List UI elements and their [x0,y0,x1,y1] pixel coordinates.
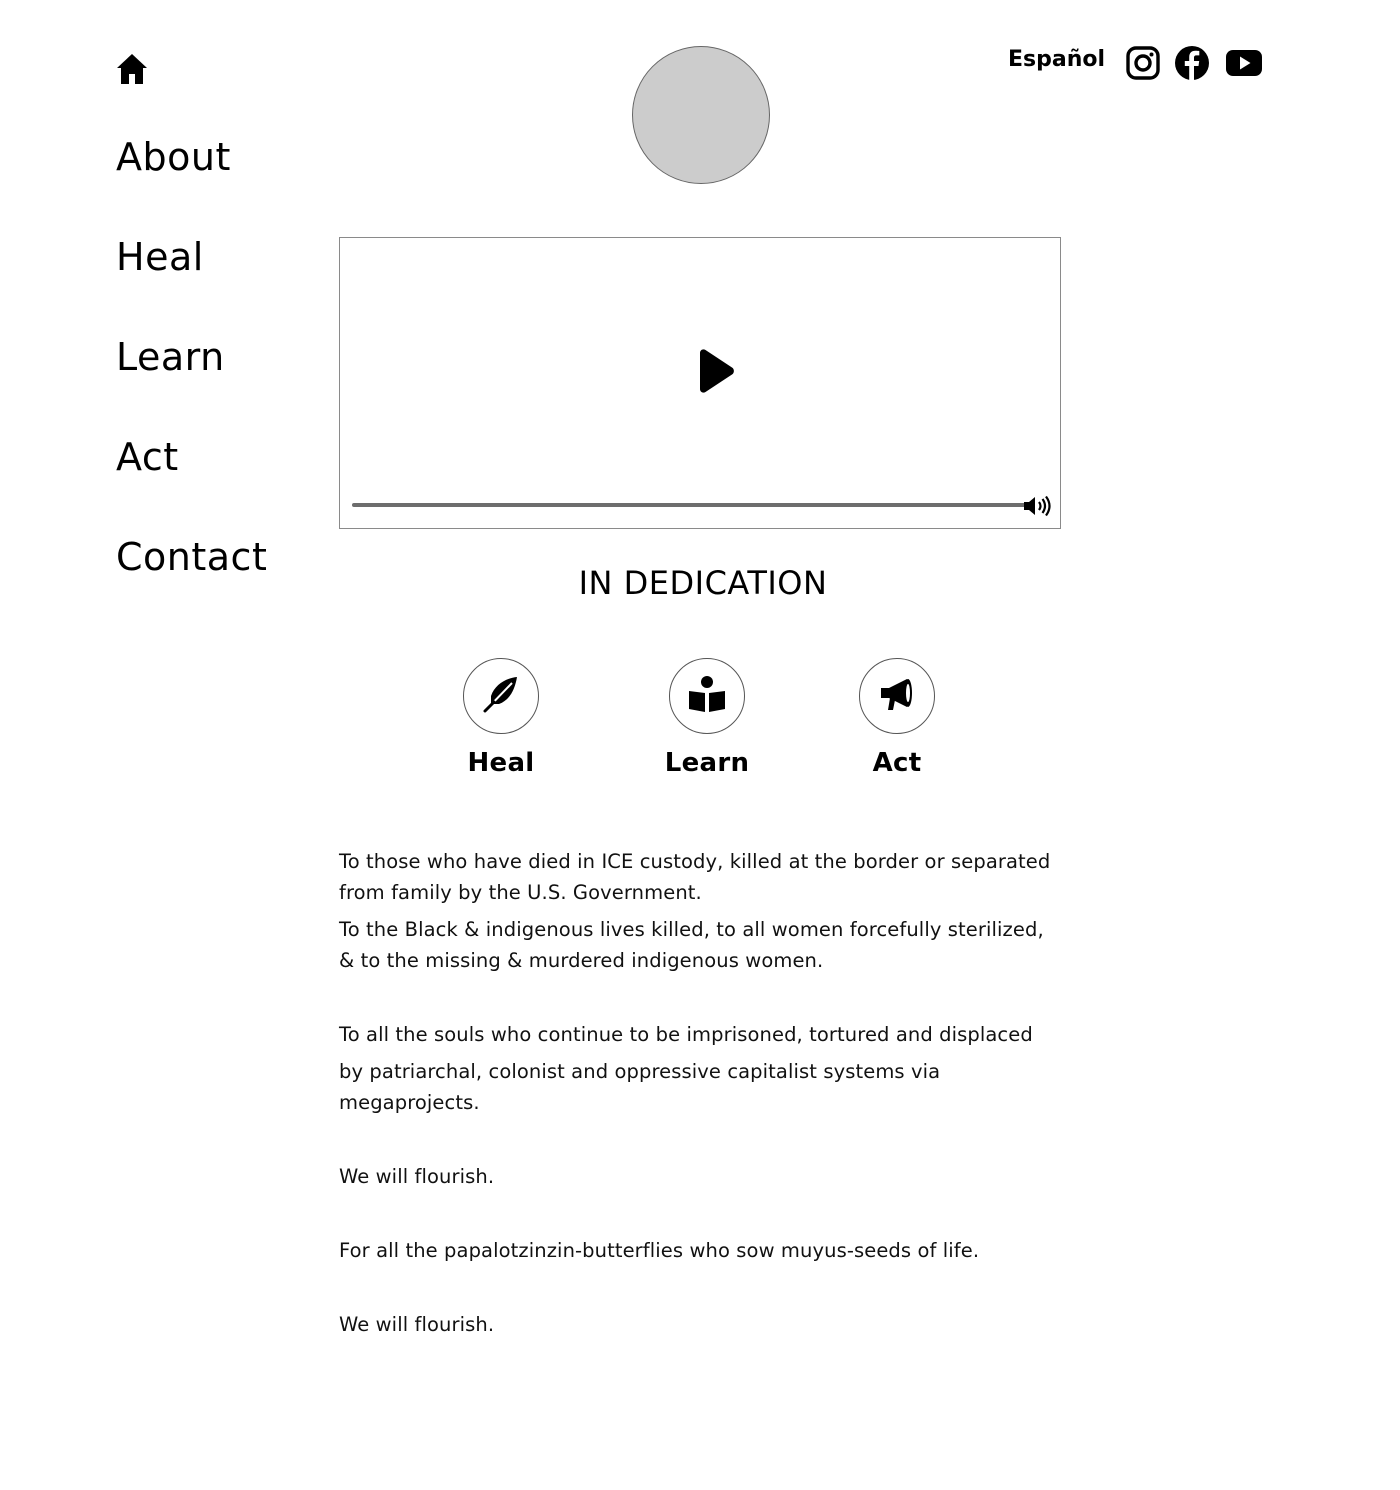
instagram-icon[interactable] [1125,45,1161,85]
pillar-act-label: Act [872,748,922,778]
heal-circle-button[interactable] [463,658,539,734]
dedication-paragraph-3: To all the souls who continue to be imprisoned, tortured and displaced [339,1023,1033,1046]
megaphone-icon [877,674,917,718]
learn-circle-button[interactable] [669,658,745,734]
flourish-line-1: We will flourish. [339,1165,495,1188]
reader-icon [687,674,727,718]
pillar-learn[interactable] [637,658,777,778]
nav-item-act[interactable]: Act [116,435,179,479]
logo[interactable] [632,46,770,184]
dedication-paragraph-1: To those who have died in ICE custody, killed at the border or separated from family by the U.S. Government. [339,850,1051,904]
pillar-heal[interactable] [431,658,571,778]
pillar-act[interactable] [827,658,967,778]
youtube-icon[interactable] [1225,47,1263,83]
video-progress-bar[interactable] [352,503,1026,507]
dedication-paragraph-2: To the Black & indigenous lives killed, to all women forcefully sterilized, & to the missing & murdered indigenous women. [339,918,1044,972]
home-icon[interactable] [116,52,148,86]
video-player[interactable] [339,237,1061,529]
nav-item-contact[interactable]: Contact [116,535,268,579]
act-circle-button[interactable] [859,658,935,734]
volume-icon[interactable] [1023,495,1055,517]
pillar-learn-label: Learn [664,748,750,778]
facebook-icon[interactable] [1174,45,1210,85]
dedication-heading: IN DEDICATION [578,564,828,602]
nav-item-heal[interactable]: Heal [116,235,204,279]
pillar-heal-label: Heal [467,748,535,778]
language-toggle[interactable]: Español [1008,47,1106,72]
play-icon[interactable] [696,348,736,394]
nav-item-learn[interactable]: Learn [116,335,225,379]
dedication-paragraph-4: by patriarchal, colonist and oppressive capitalist systems via megaprojects. [339,1060,941,1114]
feather-icon [481,674,521,718]
nav-item-about[interactable]: About [116,135,231,179]
flourish-line-2: We will flourish. [339,1313,495,1336]
butterflies-line: For all the papalotzinzin-butterflies who sow muyus-seeds of life. [339,1239,980,1262]
